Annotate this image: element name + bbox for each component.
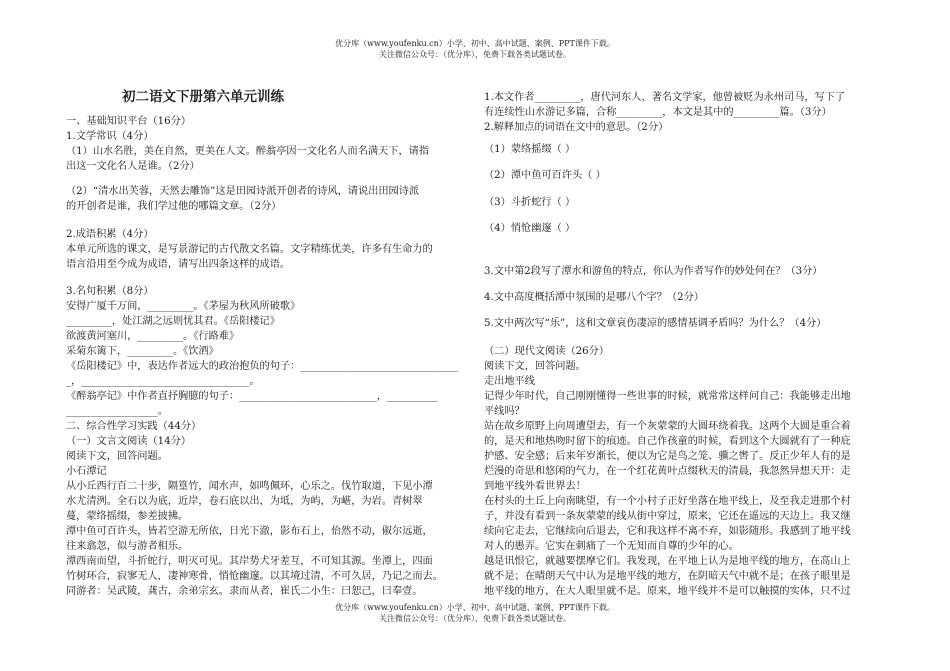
subsection-heading: （二）现代文阅读（26分） [484,346,610,357]
footer-line-2: 关注微信公众号：（优分库），免费下载各类试题试卷。 [379,613,571,623]
quote-fill-line: 《岳阳楼记》中，表达作者远大的政治抱负的句子：_______________________________ [66,361,459,372]
passage-line: 对人的愚弄。它实在刺痛了一个无知而自尊的少年的心。 [484,541,739,552]
passage-line: 记得少年时代，自己刚刚懂得一些世事的时候，就常常这样问自己：我能够走出地 [484,391,851,402]
question-heading: 1.文学常识（4分） [66,131,154,142]
passage-title: 走出地平线 [484,376,535,387]
passage-line: 到地平线外看世界去！ [484,481,586,492]
quote-fill-line: _________，处江湖之远则忧其君。《岳阳楼记》 [66,316,280,327]
instruction-text: 阅读下文，回答问题。 [66,451,168,462]
question-text: （1）山水名胜，美在自然，更美在人文。醉翁亭因一文化名人而名满天下，请指 [66,146,430,157]
passage-line: 护感、安全感；后来年岁渐长，便以为它是鸟之笼、骥之辔了。反正少年人有的是 [484,451,851,462]
passage-title: 小石潭记 [66,466,107,477]
passage-line: 潭西南而望，斗折蛇行，明灭可见。其岸势犬牙差互，不可知其源。坐潭上，四面 [66,556,433,567]
passage-line: 平线吗？ [484,406,525,417]
passage-line: 就不是；在晴朗天气中认为是地平线的地方，在阴暗天气中就不是；在孩子眼里是 [484,571,851,582]
question-text: 出这一文化名人是谁。（2分） [66,161,200,172]
passage-line: 在村头的土丘上向南眺望，有一个小村子正好坐落在地平线上，及至我走进那个村 [484,496,851,507]
question-text: 本单元所选的课文，是写景游记的古代散文名篇。文字精练优美，许多有生命力的 [66,244,433,255]
sub-question: （4）悄怆幽邃（ ） [484,223,576,234]
sub-question: （1）蒙络摇缀（ ） [484,144,576,155]
passage-line: 烂漫的奇思和悠闲的气力，在一个红花黄叶点缀秋天的清晨，我忽然异想天开：走 [484,466,851,477]
section-heading: 二、综合性学习实践（44分） [66,421,202,432]
question-text: 4.文中高度概括潭中氛围的是哪八个字？（2分） [484,292,704,303]
question-text: 有连续性山水游记多篇，合称_________，本文是其中的_________篇。（3分） [484,107,832,118]
section-heading: 一、基础知识平台（16分） [66,116,192,127]
passage-line: 同游者：吴武陵，龚古，余弟宗玄。隶而从者，崔氏二小生：曰恕己，曰奉壹。 [66,586,423,597]
passage-line: 水尤清洌。全石以为底，近岸，卷石底以出，为坻，为屿，为嵁，为岩。青树翠 [66,496,423,507]
quote-fill-line: __________________。 [66,406,168,417]
quote-fill-line: 欲渡黄河塞川，_________。《行路难》 [66,331,240,342]
page-header [0,39,950,60]
passage-line: 往来翕忽，似与游者相乐。 [66,541,189,552]
passage-line: 竹树环合，寂寥无人，凄神寒骨，悄怆幽邃。以其境过清，不可久居，乃记之而去。 [66,571,443,582]
footer-line-1: 优分库（www.youfenku.cn）小学、初中、高中试题、案例、PPT课件下载。 [335,603,615,612]
passage-line: 的，是天和地热吻时留下的痕迹。自己作孩童的时候，看到这个大圆就有了一种庇 [484,436,851,447]
passage-line: 续向它走去，它继续向后退去，它和我这样不离不弃，如影随形。我感到了地平线 [484,526,851,537]
passage-line: 地平线的地方，在大人眼里就不是。原来，地平线并不是可以触摸的实体，只不过 [484,586,851,597]
question-text: 1.本文作者_________，唐代河东人，著名文学家，他曾被贬为永州司马，写下了 [484,92,846,103]
sub-question: （2）潭中鱼可百许头（ ） [484,170,606,181]
question-text: 5.文中两次写“乐”，这和文章哀伤凄凉的感情基调矛盾吗？为什么？（4分） [484,318,827,329]
quote-fill-line: _，_________________________________。 [66,376,260,387]
quote-fill-line: 采菊东篱下，_________。《饮酒》 [66,346,219,357]
question-heading: 3.名句积累（8分） [66,286,154,297]
page-title: 初二语文下册第六单元训练 [122,89,284,105]
question-text: 的开创者是谁，我们学过他的哪篇文章。（2分） [66,201,282,212]
page-footer [0,603,950,624]
passage-line: 子，并没有看到一条灰蒙蒙的线从街中穿过，原来，它还在遥远的天边上。我又继 [484,511,851,522]
header-line-2: 关注微信公众号：（优分库），免费下载各类试题试卷。 [379,49,571,59]
header-line-1: 优分库（www.youfenku.cn）小学、初中、高中试题、案例、PPT课件下载。 [335,39,615,48]
question-text: 语言沿用至今成为成语，请写出四条这样的成语。 [66,259,291,270]
question-heading: 2.成语积累（4分） [66,229,154,240]
quote-fill-line: 安得广厦千万间，_________。《茅屋为秋风所破歌》 [66,301,301,312]
question-text: （2）“清水出芙蓉，天然去雕饰”这是田园诗派开创者的诗风，请说出田园诗派 [66,186,420,197]
passage-line: 站在故乡原野上向周遭望去，有一个灰蒙蒙的大圆环绕着我。这两个大圆是重合着 [484,421,851,432]
subsection-heading: （一）文言文阅读（14分） [66,436,192,447]
passage-line: 潭中鱼可百许头，皆若空游无所依，日光下澈，影布石上，佁然不动，俶尔远逝， [66,526,433,537]
passage-line: 蔓，蒙络摇缀，参差披拂。 [66,511,189,522]
sub-question: （3）斗折蛇行（ ） [484,197,576,208]
question-heading: 2.解释加点的词语在文中的意思。（2分） [484,122,669,133]
quote-fill-line: 《醉翁亭记》中作者直抒胸臆的句子：___________________________，__________ [66,391,438,402]
passage-line: 从小丘西行百二十步，隔篁竹，闻水声，如鸣佩环，心乐之。伐竹取道，下见小潭 [66,481,433,492]
question-text: 3.文中第2段写了潭水和游鱼的特点，你认为作者写作的妙处何在？（3分） [484,266,823,277]
passage-line: 越是讯恨它，就越要摆摩它们。我发现，在平地上认为是地平线的地方，在高山上 [484,556,851,567]
instruction-text: 阅读下文，回答问题。 [484,361,586,372]
